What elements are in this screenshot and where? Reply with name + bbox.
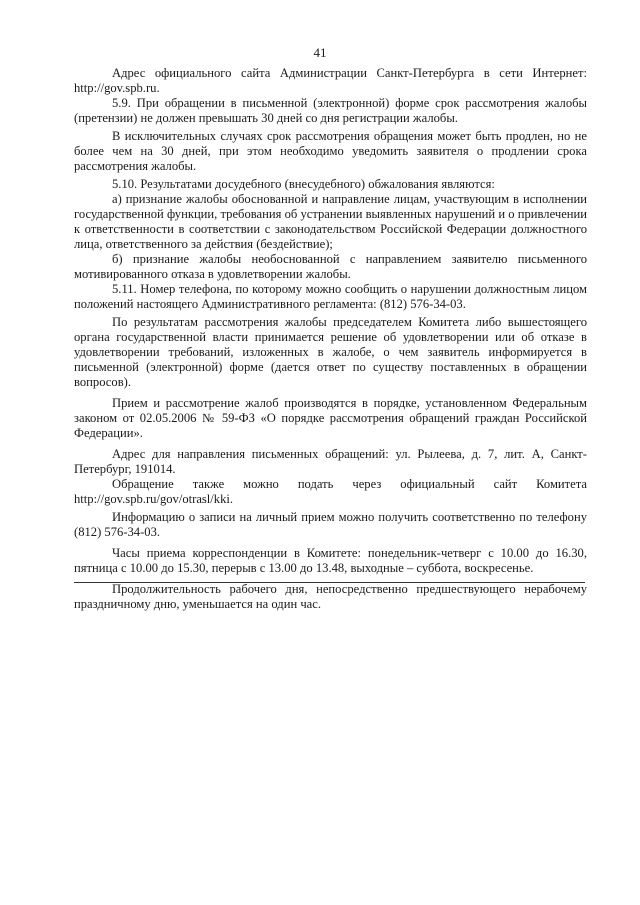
paragraph-5-10: 5.10. Результатами досудебного (внесудебного) обжалования являются: bbox=[112, 177, 495, 191]
paragraph-exceptional-cases: В исключительных случаях срок рассмотрения обращения может быть продлен, но не более чем на 30 дней, при этом необходимо уведомить заявителя о продлении срока рассмотрения жалобы. bbox=[74, 129, 587, 173]
paragraph-5-9: 5.9. При обращении в письменной (электронной) форме срок рассмотрения жалобы (претензии) не должен превышать 30 дней со дня регистрации жалобы. bbox=[74, 96, 587, 125]
document-body bbox=[74, 66, 587, 612]
paragraph-pre-holiday-hours: Продолжительность рабочего дня, непосредственно предшествующего нерабочему праздничному дню, уменьшается на один час. bbox=[74, 582, 587, 611]
end-divider-line bbox=[74, 582, 585, 583]
paragraph-website-address: Адрес официального сайта Администрации Санкт-Петербурга в сети Интернет: http://gov.spb.ru. bbox=[74, 66, 587, 95]
page-number: 41 bbox=[313, 45, 327, 60]
paragraph-federal-law: Прием и рассмотрение жалоб производятся в порядке, установленном Федеральным законом от 02.05.2006 № 59-ФЗ «О порядке рассмотрения обращений граждан Российской Федерации». bbox=[74, 396, 587, 440]
paragraph-online-submission: Обращение также можно подать через официальный сайт Комитета http://gov.spb.ru/gov/otrasl/kki. bbox=[74, 477, 587, 506]
paragraph-office-hours: Часы приема корреспонденции в Комитете: понедельник-четверг с 10.00 до 16.30, пятница с 10.00 до 15.30, перерыв с 13.00 до 13.48, выходные – суббота, воскресенье. bbox=[74, 546, 587, 575]
paragraph-mailing-address: Адрес для направления письменных обращений: ул. Рылеева, д. 7, лит. А, Санкт-Петербург, 191014. bbox=[74, 447, 587, 476]
paragraph-appointment-info: Информацию о записи на личный прием можно получить соответственно по телефону (812) 576-34-03. bbox=[74, 510, 587, 539]
paragraph-5-11: 5.11. Номер телефона, по которому можно сообщить о нарушении должностным лицом положений настоящего Административного регламента: (812) 576-34-03. bbox=[74, 282, 587, 311]
paragraph-item-b: б) признание жалобы необоснованной с направлением заявителю письменного мотивированного отказа в удовлетворении жалобы. bbox=[74, 252, 587, 281]
paragraph-review-results: По результатам рассмотрения жалобы председателем Комитета либо вышестоящего органа государственной власти принимается решение об удовлетворении или об отказе в удовлетворении требований, изложенных в жалобе, о чем заявитель информируется в письменной (электронной) форме (дается ответ по существу поставленных в обращении вопросов). bbox=[74, 315, 587, 389]
paragraph-item-a: а) признание жалобы обоснованной и направление лицам, участвующим в исполнении государственной функции, требования об устранении выявленных нарушений и о привлечении к ответственности в соответствии с законодательством Российской Федерации должностного лица, ответственного за действия (бездействие); bbox=[74, 192, 587, 251]
